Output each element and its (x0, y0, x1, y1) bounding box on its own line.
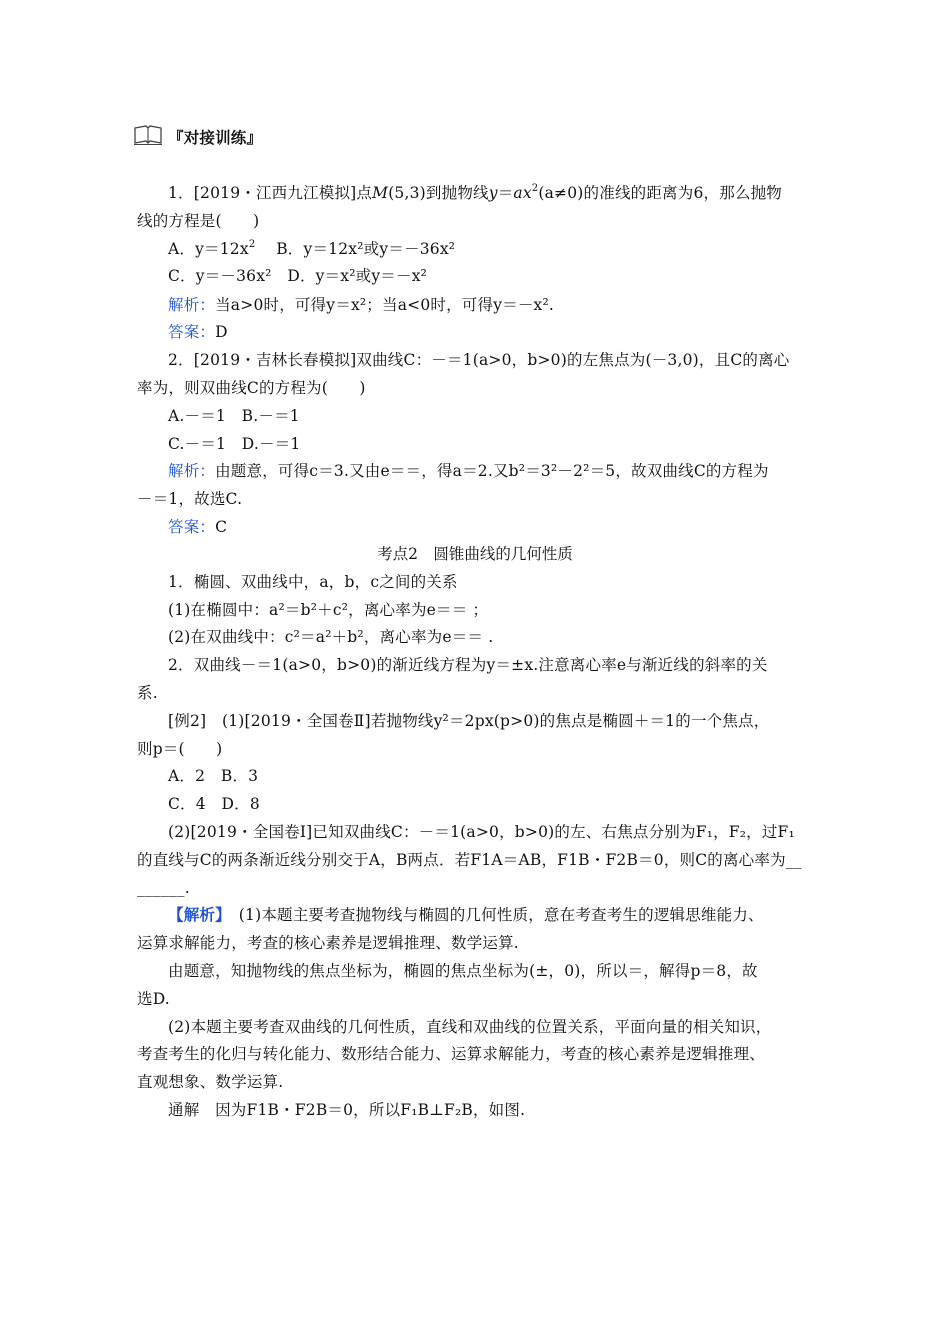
q1-stem-line2: 线的方程是( ) (137, 212, 260, 230)
solution-line6: 考查考生的化归与转化能力、数形结合能力、运算求解能力，考查的核心素养是逻辑推理、 (137, 1045, 766, 1063)
section-heading: 考点2 圆锥曲线的几何性质 (377, 545, 573, 563)
solution-line5: (2)本题主要考查双曲线的几何性质，直线和双曲线的位置关系，平面向量的相关知识， (168, 1018, 772, 1036)
q1-stem-mid: (5,3)到抛物线 (388, 184, 489, 202)
solution-line2: 运算求解能力，考查的核心素养是逻辑推理、数学运算. (137, 934, 519, 952)
example-options-ab: A．2 B．3 (168, 767, 259, 785)
q2-stem-line1: 2．[2019・吉林长春模拟]双曲线C：－＝1(a>0，b>0)的左焦点为(－3,0)，且C的离心 (168, 351, 790, 369)
q1-option-d: y＝x²或y＝－x² (315, 267, 428, 285)
section-point-2-line2: 系. (137, 684, 158, 702)
example-line2: 则p＝( ) (137, 740, 223, 758)
q2-analysis-line1: 解析：由题意，可得c＝3.又由e＝＝，得a＝2.又b²＝3²－2²＝5，故双曲线C的方程为 (168, 462, 769, 480)
solution-line7: 直观想象、数学运算. (137, 1073, 284, 1091)
q2-stem-line2: 率为，则双曲线C的方程为( ) (137, 379, 366, 397)
q1-stem-pre: 1．[2019・江西九江模拟]点 (168, 184, 373, 202)
q2-analysis-line2: －＝1，故选C. (137, 490, 243, 508)
analysis-label: 解析： (168, 296, 216, 314)
solution-line8: 通解 因为F1B・F2B＝0，所以F₁B⊥F₂B，如图. (168, 1101, 526, 1119)
section-point-2-line1: 2．双曲线－＝1(a>0，b>0)的渐近线方程为y＝±x.注意离心率e与渐近线的斜率的关 (168, 656, 768, 674)
q1-analysis: 解析：当a>0时，可得y＝x²；当a<0时，可得y＝－x². (168, 296, 555, 314)
answer-label: 答案： (168, 323, 216, 341)
book-icon (133, 124, 163, 146)
q1-stem-post: (a≠0)的准线的距离为6，那么抛物 (538, 184, 783, 202)
example-line5: (2)[2019・全国卷Ⅰ]已知双曲线C：－＝1(a>0，b>0)的左、右焦点分别为F₁，F₂，过F₁ (168, 823, 795, 841)
answer-label: 答案： (168, 518, 216, 536)
example-line6: 的直线与C的两条渐近线分别交于A，B两点．若F1A＝AB，F1B・F2B＝0，则C的离心率为__ (137, 851, 802, 869)
solution-line3: 由题意，知抛物线的焦点坐标为，椭圆的焦点坐标为(±，0)，所以＝，解得p＝8，故 (168, 962, 758, 980)
analysis-label: 解析： (168, 462, 216, 480)
example-line1: [例2] (1)[2019・全国卷Ⅱ]若抛物线y²＝2px(p>0)的焦点是椭圆＋＝1的一个焦点， (168, 712, 770, 730)
q1-options-ab: A．$y=12x^2$ B．y＝12x²或y＝－36x² (168, 238, 456, 258)
q1-option-c: y＝－36x² (195, 267, 272, 285)
q1-answer: 答案：D (168, 323, 228, 341)
q1-stem-line1: 1．[2019・江西九江模拟]点M(5,3)到抛物线$y=ax^2(a\ne 0)$的准线的距离为6，那么抛物 (168, 182, 783, 202)
example-options-cd: C．4 D．8 (168, 795, 260, 813)
section-point-1: 1．椭圆、双曲线中，a，b，c之间的关系 (168, 573, 458, 591)
q2-options-ab: A.－＝1 B.－＝1 (168, 407, 300, 425)
section-point-1a: (1)在椭圆中：a²＝b²＋c²，离心率为e＝＝ ； (168, 601, 489, 619)
example-line7: ______. (137, 879, 190, 897)
q1-option-a: y＝12x (195, 240, 249, 258)
q1-option-b: y＝12x²或y＝－36x² (303, 240, 456, 258)
solution-line1: 【解析】 (1)本题主要考查抛物线与椭圆的几何性质，意在考查考生的逻辑思维能力、 (168, 905, 764, 924)
q2-answer: 答案：C (168, 518, 228, 536)
q2-options-cd: C.－＝1 D.－＝1 (168, 435, 301, 453)
q1-options-cd: C．y＝－36x² D．y＝x²或y＝－x² (168, 267, 428, 285)
solution-line4: 选D. (137, 990, 170, 1008)
section-title: 『对接训练』 (168, 128, 263, 147)
section-point-1b: (2)在双曲线中：c²＝a²＋b²，离心率为e＝＝ . (168, 628, 494, 646)
solution-label: 【解析】 (168, 905, 224, 924)
